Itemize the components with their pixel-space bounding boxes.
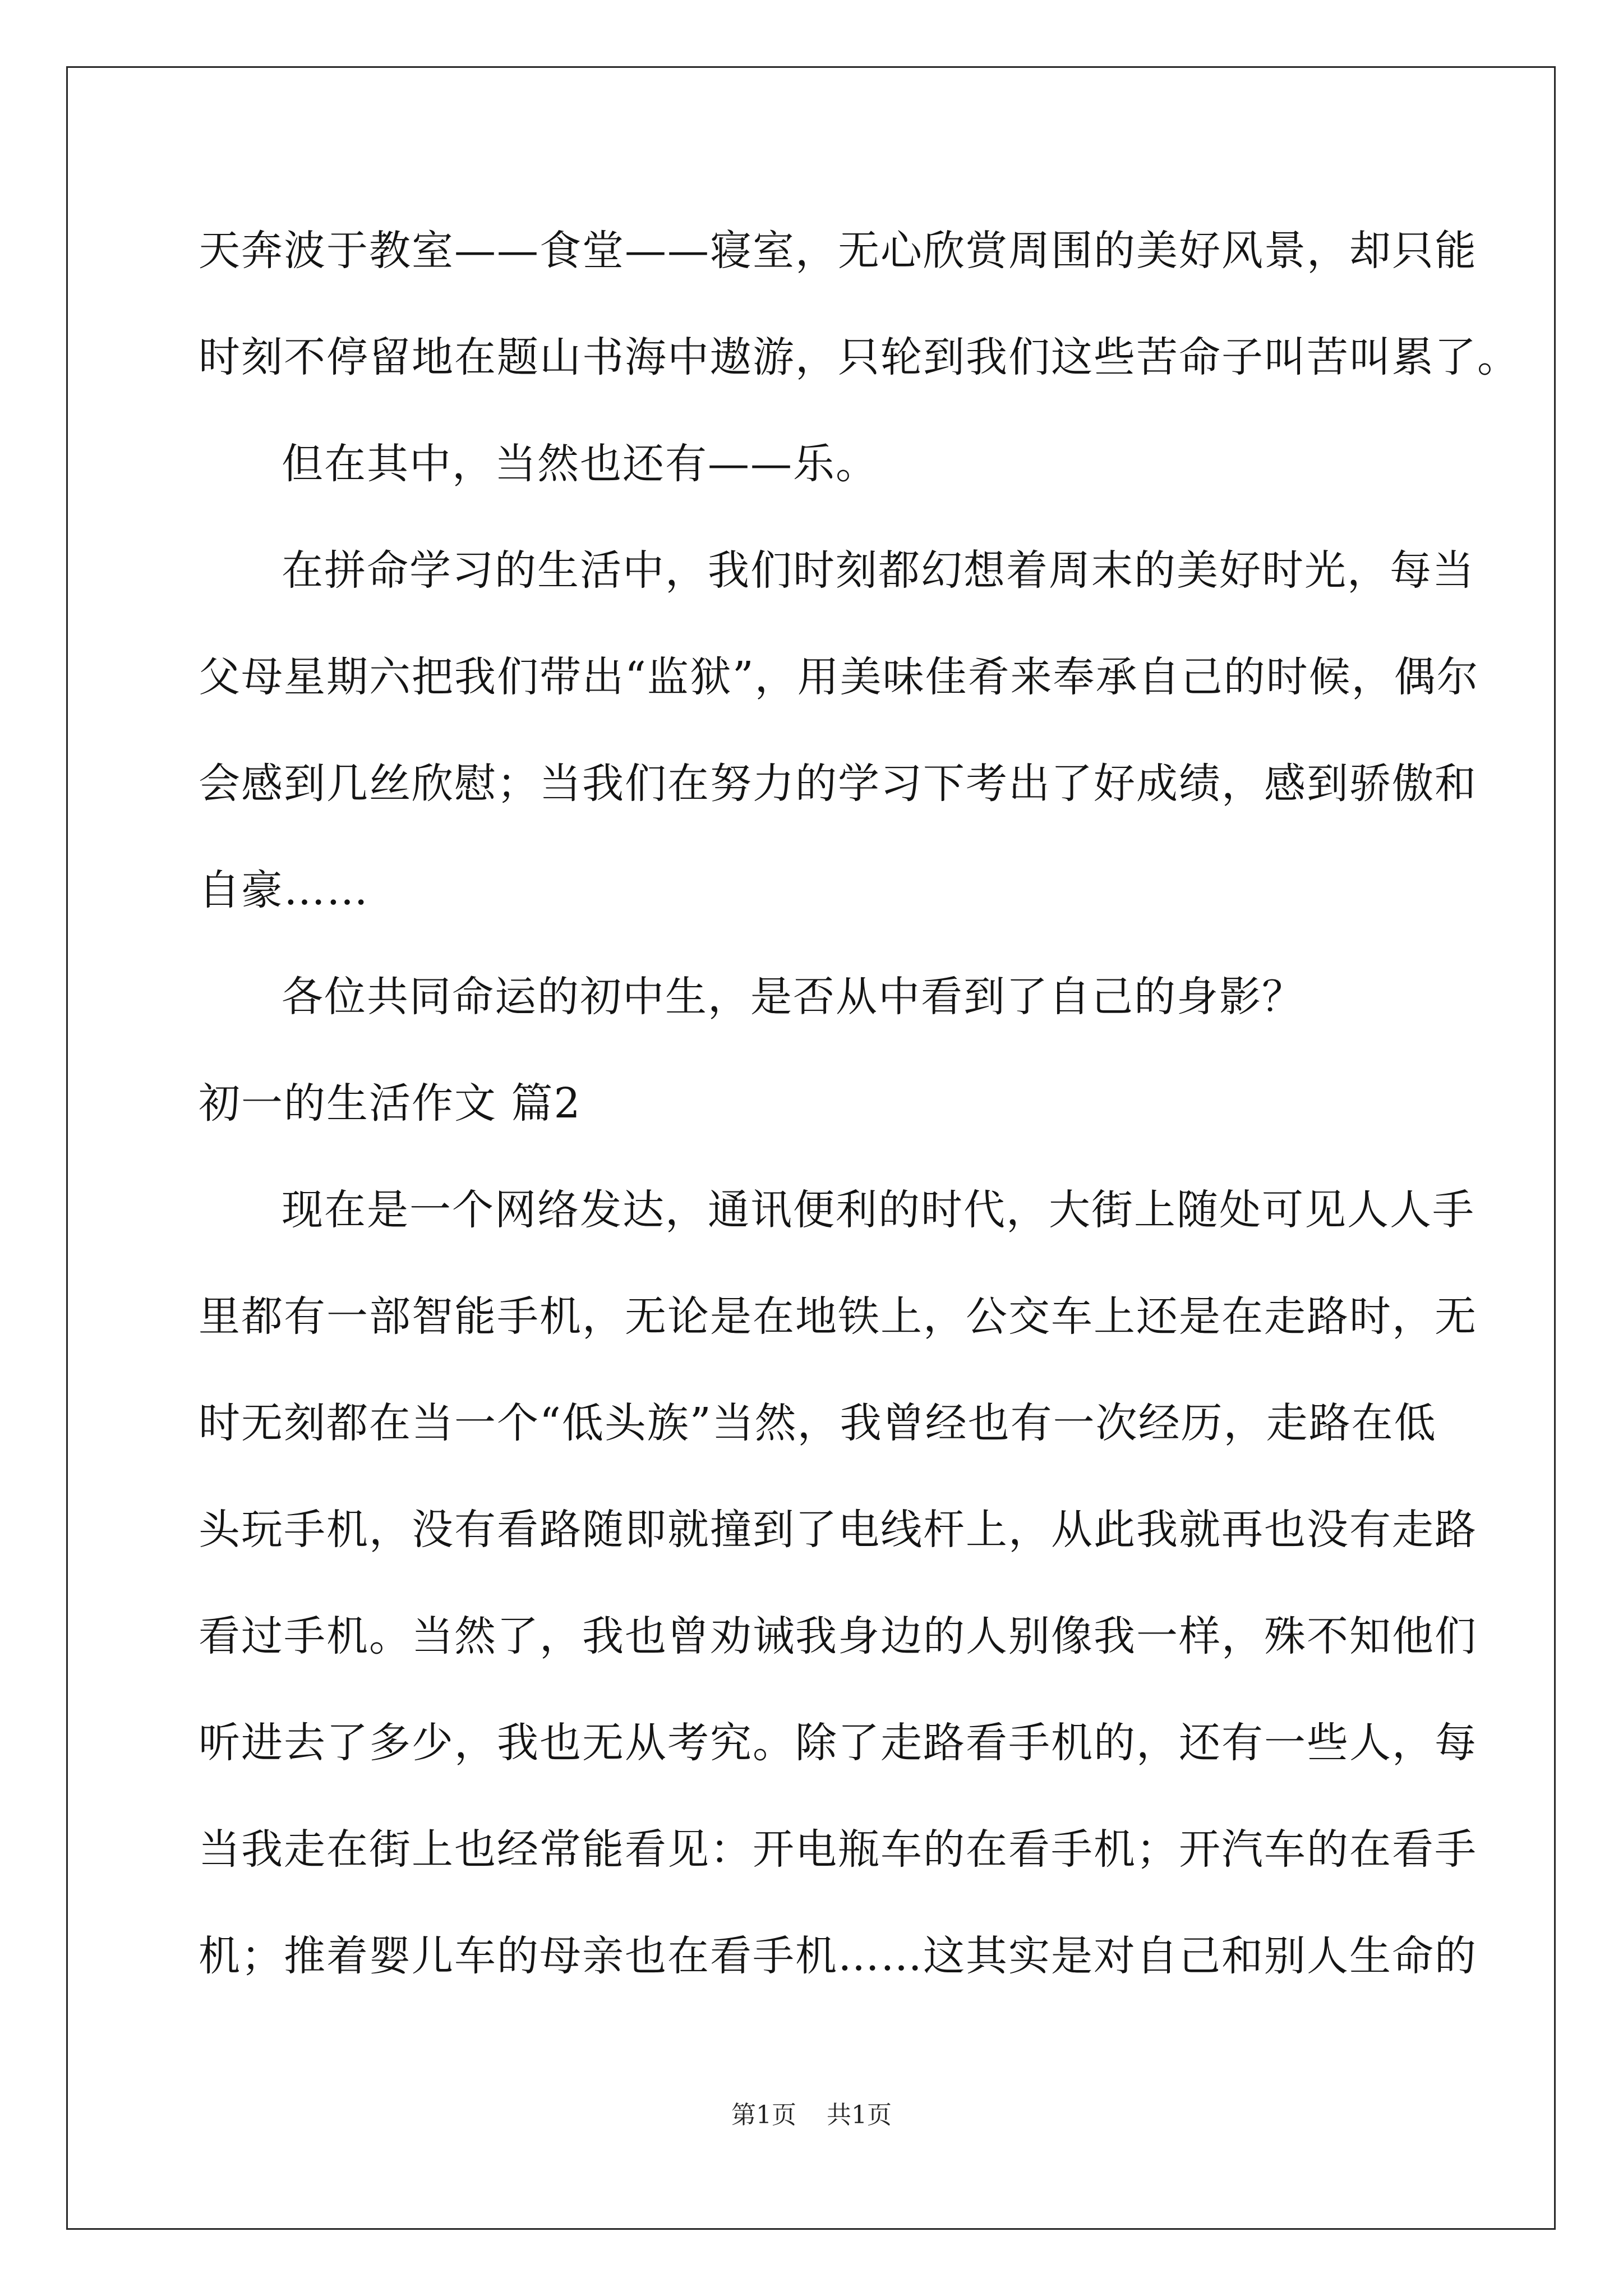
text-line-16: 当我走在街上也经常能看见：开电瓶车的在看手机；开汽车的在看手: [199, 1825, 1477, 1874]
text-line-15: 听进去了多少，我也无从考究。除了走路看手机的，还有一些人，每: [199, 1719, 1477, 1767]
page-number-total: 共1页: [827, 2101, 892, 2129]
text-line-1: 天奔波于教室——食堂——寝室，无心欣赏周围的美好风景，却只能: [199, 227, 1477, 275]
text-line-3: 但在其中，当然也还有——乐。: [282, 440, 878, 488]
text-line-2: 时刻不停留地在题山书海中遨游，只轮到我们这些苦命子叫苦叫累了。: [199, 333, 1520, 381]
text-line-17: 机；推着婴儿车的母亲也在看手机……这其实是对自己和别人生命的: [199, 1932, 1477, 1980]
page-number-current: 第1页: [731, 2101, 796, 2129]
document-body: [199, 209, 1520, 2021]
page-footer: [0, 2095, 1623, 2131]
text-line-12: 时无刻都在当一个“低头族”当然，我曾经也有一次经历，走路在低: [199, 1399, 1437, 1447]
text-line-4: 在拼命学习的生活中，我们时刻都幻想着周末的美好时光，每当: [282, 546, 1475, 595]
text-line-14: 看过手机。当然了，我也曾劝诫我身边的人别像我一样，殊不知他们: [199, 1612, 1477, 1660]
text-line-11: 里都有一部智能手机，无论是在地铁上，公交车上还是在走路时，无: [199, 1292, 1477, 1341]
text-line-8: 各位共同命运的初中生，是否从中看到了自己的身影？: [282, 973, 1304, 1021]
text-line-7: 自豪……: [199, 866, 369, 914]
text-line-10: 现在是一个网络发达，通讯便利的时代，大街上随处可见人人手: [282, 1186, 1475, 1234]
text-line-13: 头玩手机，没有看路随即就撞到了电线杆上，从此我就再也没有走路: [199, 1506, 1477, 1554]
text-line-6: 会感到几丝欣慰；当我们在努力的学习下考出了好成绩，感到骄傲和: [199, 760, 1477, 808]
text-line-5: 父母星期六把我们带出“监狱”，用美味佳肴来奉承自己的时候，偶尔: [199, 653, 1479, 701]
section-heading: 初一的生活作文 篇2: [199, 1079, 582, 1128]
